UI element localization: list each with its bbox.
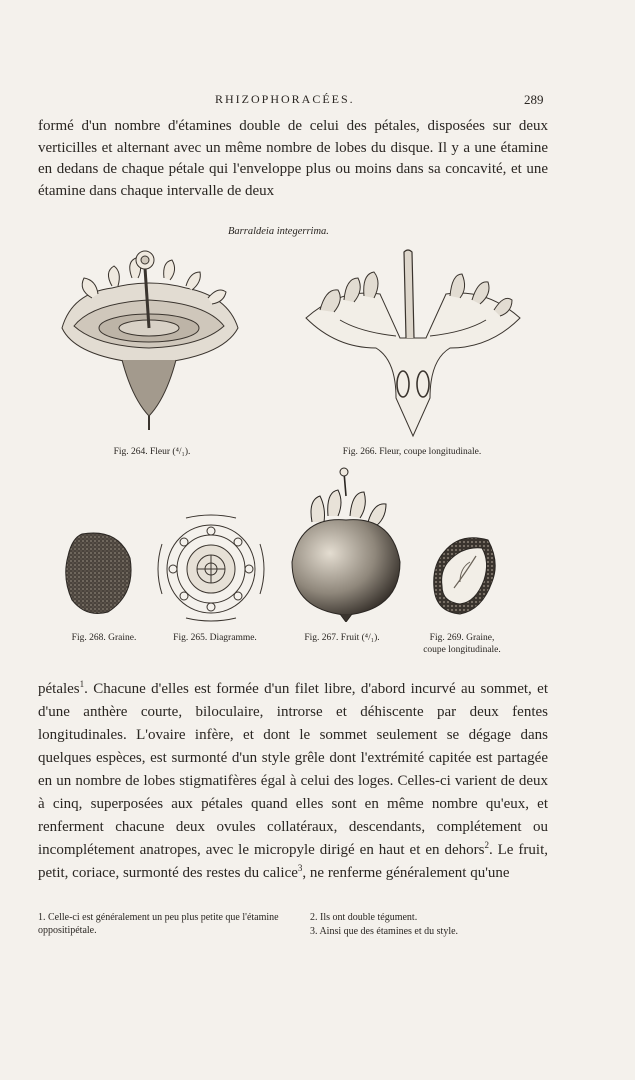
caption-fig-268: Fig. 268. Graine. (71, 633, 137, 643)
footnote-ref-3: 3 (297, 863, 303, 873)
flower-illustration (52, 248, 246, 436)
body-paragraph-bottom (38, 678, 548, 885)
text-segment: , ne renferme généralement qu'une (302, 865, 510, 881)
page-number: 289 (524, 92, 544, 107)
footnote-ref-1: 1 (79, 679, 85, 689)
text-segment: pétales (38, 681, 80, 697)
paragraph-text (38, 678, 548, 885)
footnote-1: 1. Celle-ci est généralement un peu plus petite que l'étamine oppositipétale. (38, 912, 279, 936)
footnote-2: 2. Ils ont double tégument. (310, 912, 418, 923)
figure-title: Barraldeia integerrima. (228, 226, 329, 237)
footnote-3: 3. Ainsi que des étamines et du style. (310, 925, 459, 937)
paragraph-text: formé d'un nombre d'étamines double de celui des pétales, disposées sur deux verticilles et alternant avec un même nombre de lobes du disque. Il y a une étamine en dedans de chaque pétale qui l'enveloppe plus ou moins dans sa concavité, et une étamine dans chaque intervalle de deux (38, 118, 548, 199)
flower-section-illustration (300, 248, 526, 440)
caption-fig-269 (410, 632, 514, 656)
running-head: RHIZOPHORACÉES. (215, 92, 355, 106)
caption-fig-267: Fig. 267. Fruit (⁴/₁). (304, 633, 380, 643)
seed-section-illustration (430, 532, 500, 616)
floral-diagram-illustration (152, 514, 270, 624)
footnotes-right-column (310, 912, 550, 939)
caption-fig-266: Fig. 266. Fleur, coupe longitudinale. (342, 447, 482, 457)
body-paragraph-top (38, 116, 548, 202)
caption-fig-264: Fig. 264. Fleur (⁴/₁). (113, 447, 191, 457)
caption-fig-265: Fig. 265. Diagramme. (173, 633, 257, 643)
caption-fig-269-line2: coupe longitudinale. (423, 645, 501, 655)
footnote-ref-2: 2 (484, 840, 489, 850)
caption-fig-269-line1: Fig. 269. Graine, (429, 633, 495, 643)
text-segment: . Chacune d'elles est formée d'un filet libre, d'abord incurvé au sommet, et d'une anthère courte, biloculaire, introrse et déhiscente par deux fentes longitudinales. L'ovaire infère, et dont le sommet seulement se dégage dans quelques espèces, est surmonté d'un style grêle dont l'extrémité capitée est partagée en un nombre de lobes stigmatifères égal à celui des loges. Celles-ci varient de deux à cinq, superposées aux pétales quand elles sont en même nombre qu'eux, et renferment chacune deux ovules collatéraux, descendants, complétement ou incomplétement anatropes, avec le micropyle dirigé en haut et en dehors (38, 681, 548, 858)
fruit-illustration (288, 466, 404, 622)
seed-illustration (62, 528, 136, 618)
text-segment: . Le fruit, petit, coriace, surmonté des restes du calice (38, 842, 548, 881)
